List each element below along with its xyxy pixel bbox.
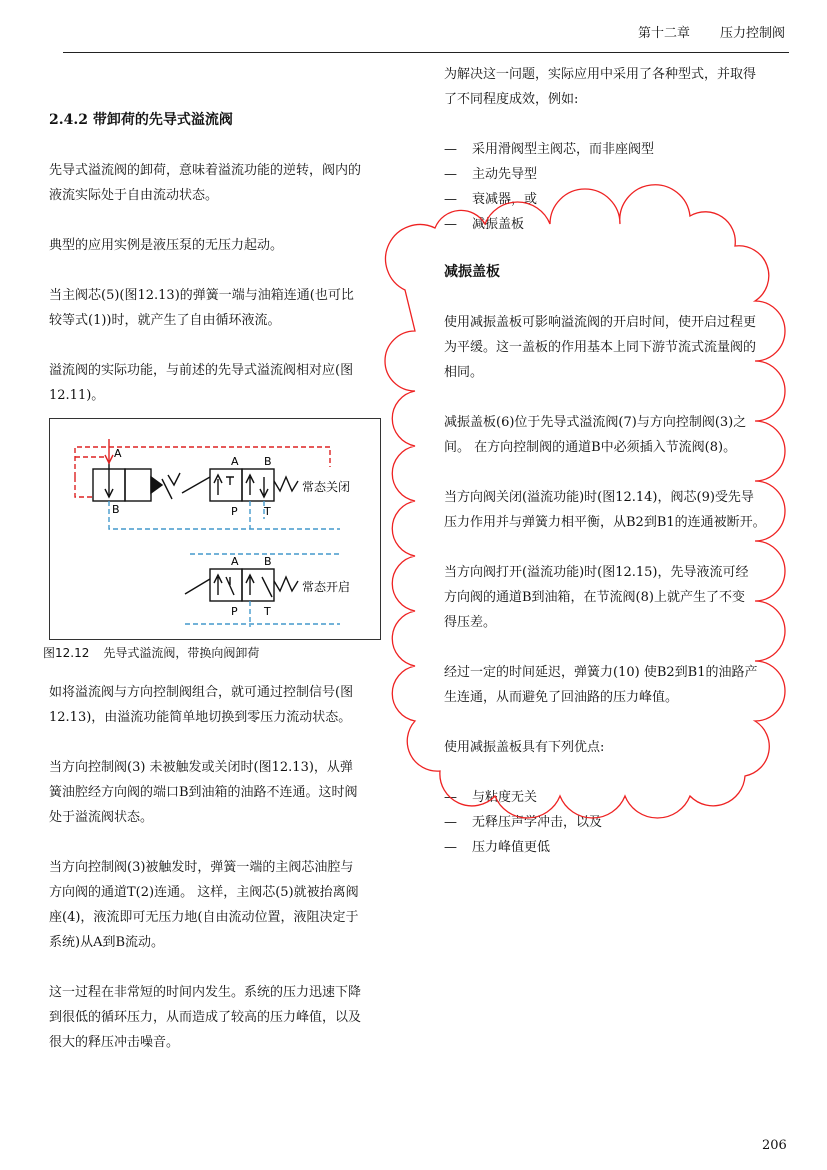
list-item: — 与粘度无关 bbox=[444, 790, 538, 805]
port-label-t: T bbox=[264, 505, 271, 518]
port-label-b: B bbox=[112, 503, 120, 516]
hydraulic-schematic bbox=[50, 419, 380, 639]
chapter-title: 压力控制阀 bbox=[720, 26, 786, 41]
paragraph: 使用减振盖板具有下列优点: bbox=[444, 740, 605, 755]
list-item: — 压力峰值更低 bbox=[444, 840, 551, 855]
figure-12-12 bbox=[49, 418, 381, 640]
paragraph: 先导式溢流阀的卸荷，意味着溢流功能的逆转，阀内的 液流实际处于自由流动状态。 bbox=[49, 163, 362, 203]
left-column bbox=[43, 108, 384, 1055]
paragraph: 这一过程在非常短的时间内发生。系统的压力迅速下降 到很低的循环压力，从而造成了较高的压力峰值，以及 很大的释压冲击噪音。 bbox=[49, 985, 362, 1050]
caption-number: 图12.12 bbox=[43, 646, 90, 660]
label-normally-open: 常态开启 bbox=[302, 580, 351, 594]
port-label-a: A bbox=[114, 447, 122, 460]
list-options bbox=[444, 137, 789, 237]
list-item: — 减振盖板 bbox=[444, 217, 525, 232]
paragraph: 溢流阀的实际功能，与前述的先导式溢流阀相对应(图 12.11)。 bbox=[49, 363, 354, 403]
chapter-label: 第十二章 bbox=[638, 26, 691, 41]
paragraph: 当方向阀关闭(溢流功能)时(图12.14)，阀芯(9)受先导 压力作用并与弹簧力相平衡，从B2到B1的连通被断开。 bbox=[444, 490, 766, 530]
port-label-a: A bbox=[231, 455, 239, 468]
paragraph: 经过一定的时间延迟，弹簧力(10) 使B2到B1的油路产 生连通，从而避免了回油路的压力峰值。 bbox=[444, 665, 758, 705]
list-advantages bbox=[444, 785, 789, 860]
port-label-b: B bbox=[264, 555, 272, 568]
port-label-a: A bbox=[231, 555, 239, 568]
paragraph: 当方向阀打开(溢流功能)时(图12.15)，先导液流可经 方向阀的通道B到油箱，在节流阀(8)上就产生了不变 得压差。 bbox=[444, 565, 749, 630]
port-label-p: P bbox=[231, 605, 238, 618]
paragraph: 使用减振盖板可影响溢流阀的开启时间，使开启过程更 为平缓。这一盖板的作用基本上同下游节流式流量阀的 相同。 bbox=[444, 315, 757, 380]
port-label-b: B bbox=[264, 455, 272, 468]
page-header bbox=[0, 22, 827, 42]
list-item: — 主动先导型 bbox=[444, 167, 538, 182]
section-heading: 2.4.2 带卸荷的先导式溢流阀 bbox=[49, 112, 233, 128]
paragraph: 当方向控制阀(3) 未被触发或关闭时(图12.13)，从弹 簧油腔经方向阀的端口B到油箱的油路不连通。这时阀 处于溢流阀状态。 bbox=[49, 760, 358, 825]
right-column bbox=[444, 62, 789, 860]
label-normally-closed: 常态关闭 bbox=[302, 480, 351, 494]
caption-text: 先导式溢流阀，带换向阀卸荷 bbox=[103, 646, 260, 660]
list-item: — 采用滑阀型主阀芯，而非座阀型 bbox=[444, 142, 655, 157]
paragraph: 典型的应用实例是液压泵的无压力起动。 bbox=[49, 238, 284, 253]
list-item: — 无释压声学冲击，以及 bbox=[444, 815, 603, 830]
header-rule bbox=[63, 52, 789, 53]
page-number: 206 bbox=[762, 1138, 787, 1153]
paragraph: 减振盖板(6)位于先导式溢流阀(7)与方向控制阀(3)之 间。 在方向控制阀的通道B中必须插入节流阀(8)。 bbox=[444, 415, 747, 455]
paragraph: 如将溢流阀与方向控制阀组合，就可通过控制信号(图 12.13)，由溢流功能简单地切换到零压力流动状态。 bbox=[49, 685, 354, 725]
port-label-p: P bbox=[231, 505, 238, 518]
subsection-heading: 减振盖板 bbox=[444, 264, 500, 280]
paragraph: 当方向控制阀(3)被触发时，弹簧一端的主阀芯油腔与 方向阀的通道T(2)连通。 这样，主阀芯(5)就被抬离阀 座(4)，液流即可无压力地(自由流动位置，液阻决定于 系统)从A到B流动。 bbox=[49, 860, 359, 950]
paragraph: 当主阀芯(5)(图12.13)的弹簧一端与油箱连通(也可比 较等式(1))时，就产生了自由循环液流。 bbox=[49, 288, 354, 328]
list-item: — 衰减器，或 bbox=[444, 192, 538, 207]
paragraph: 为解决这一问题，实际应用中采用了各种型式，并取得 了不同程度成效，例如: bbox=[444, 67, 757, 107]
port-label-t: T bbox=[264, 605, 271, 618]
figure-caption bbox=[43, 644, 384, 662]
